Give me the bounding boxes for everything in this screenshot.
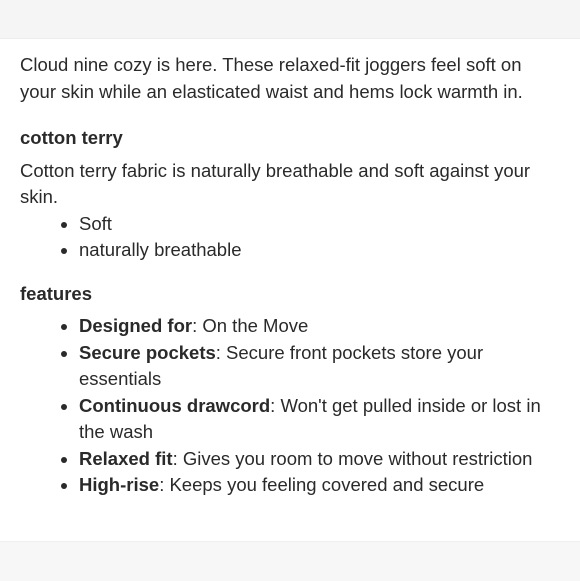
feature-name: Continuous drawcord	[79, 394, 271, 416]
list-item: • naturally breathable	[79, 237, 560, 264]
feature-item-continuous-drawcord	[79, 393, 560, 446]
fabric-heading: cotton terry	[20, 127, 123, 148]
feature-name: Secure pockets	[79, 341, 216, 363]
feature-name: Relaxed fit	[79, 447, 173, 469]
feature-text: : On the Move	[192, 315, 309, 336]
feature-item-designed-for	[79, 313, 560, 340]
features-list	[20, 313, 560, 499]
feature-text: : Secure front pockets store your essentials	[79, 341, 484, 389]
feature-text: : Gives you room to move without restriction	[172, 447, 533, 469]
fabric-description: Cotton terry fabric is naturally breathable and soft against your skin.	[20, 159, 531, 207]
feature-item-secure-pockets	[79, 340, 560, 393]
feature-text: : Keeps you feeling covered and secure	[159, 474, 485, 495]
feature-name: High-rise	[79, 474, 160, 495]
feature-text: : Won't get pulled inside or lost in the wash	[79, 394, 541, 442]
feature-item-high-rise	[79, 472, 560, 499]
feature-name: Designed for	[79, 315, 193, 336]
bottom-divider-strip	[0, 541, 580, 581]
fabric-bullet-list	[20, 211, 560, 264]
intro-paragraph: Cloud nine cozy is here. These relaxed-fit joggers feel soft on your skin while an elasticated waist and hems lock warmth in.	[20, 54, 523, 102]
feature-item-relaxed-fit	[79, 446, 560, 473]
features-heading: features	[20, 282, 92, 304]
top-divider-strip	[0, 0, 580, 39]
product-description	[0, 39, 580, 542]
list-item: • Soft	[79, 211, 560, 238]
